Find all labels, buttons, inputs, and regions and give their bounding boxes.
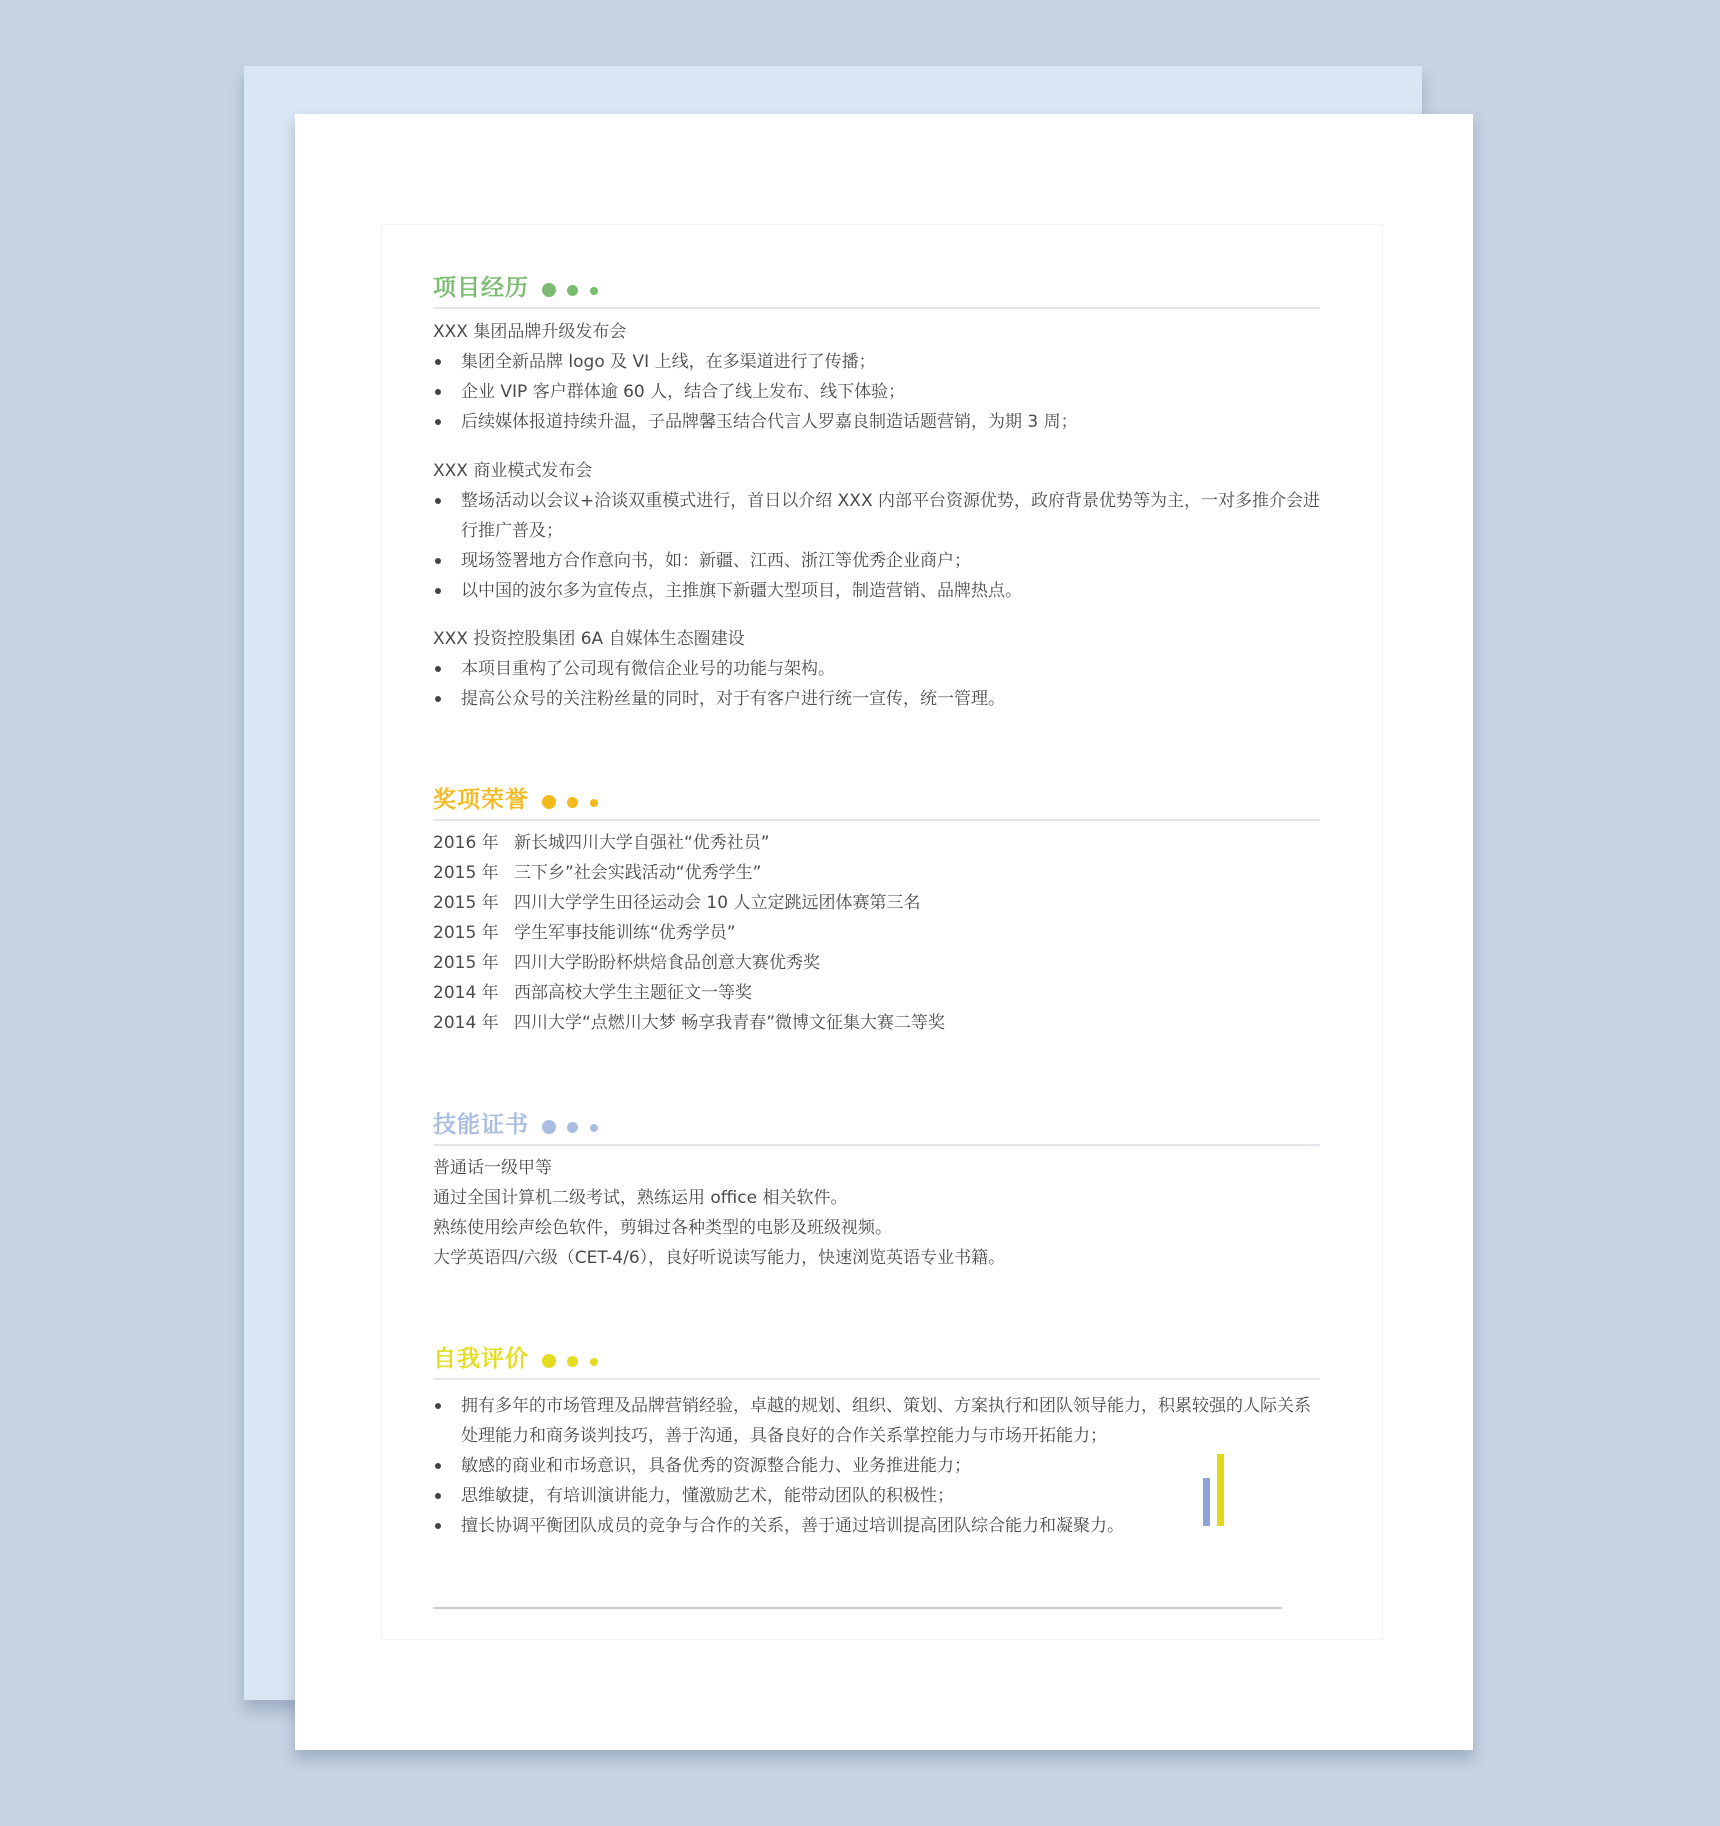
list-item xyxy=(433,576,1320,606)
award-year: 2015 年 xyxy=(433,863,499,883)
list-item xyxy=(433,1391,1320,1451)
list-item xyxy=(433,1451,1320,1481)
section-title-self: 自我评价 xyxy=(433,1346,529,1372)
list-item xyxy=(433,546,1320,576)
dot-icon xyxy=(542,283,556,297)
award-year: 2015 年 xyxy=(433,953,499,973)
bullet-icon xyxy=(435,419,441,425)
project-group-2 xyxy=(433,456,1320,606)
award-text: 学生军事技能训练“优秀学员” xyxy=(514,923,736,943)
bullet-icon xyxy=(435,389,441,395)
award-row xyxy=(433,978,1320,1008)
list-item-text: 现场签署地方合作意向书，如：新疆、江西、浙江等优秀企业商户； xyxy=(461,551,971,571)
list-item-text: 整场活动以会议+洽谈双重模式进行，首日以介绍 XXX 内部平台资源优势，政府背景优势等为主，一对多推介会进行推广普及； xyxy=(461,491,1320,541)
list-item-text: 企业 VIP 客户群体逾 60 人，结合了线上发布、线下体验； xyxy=(461,382,906,402)
bullet-icon xyxy=(435,558,441,564)
dot-icon xyxy=(567,1122,578,1133)
dot-icon xyxy=(590,799,598,807)
self-section-header xyxy=(433,1332,1320,1380)
list-item xyxy=(433,1511,1320,1541)
award-row xyxy=(433,1008,1320,1038)
project-group-1 xyxy=(433,317,1320,437)
dot-icon xyxy=(567,285,578,296)
bullet-icon xyxy=(435,359,441,365)
bullet-icon xyxy=(435,588,441,594)
list-item-text: 拥有多年的市场管理及品牌营销经验，卓越的规划、组织、策划、方案执行和团队领导能力，积累较强的人际关系处理能力和商务谈判技巧，善于沟通，具备良好的合作关系掌控能力与市场开拓能力； xyxy=(461,1396,1311,1446)
award-text: 四川大学“点燃川大梦 畅享我青春”微博文征集大赛二等奖 xyxy=(514,1013,946,1033)
award-row xyxy=(433,918,1320,948)
list-item-text: 本项目重构了公司现有微信企业号的功能与架构。 xyxy=(461,659,835,679)
award-text: 新长城四川大学自强社“优秀社员” xyxy=(514,833,770,853)
footer-divider xyxy=(433,1607,1282,1609)
list-item xyxy=(433,684,1320,714)
bullet-icon xyxy=(435,498,441,504)
project-name: XXX 投资控股集团 6A 自媒体生态圈建设 xyxy=(433,629,745,649)
award-row xyxy=(433,858,1320,888)
skill-line: 熟练使用绘声绘色软件，剪辑过各种类型的电影及班级视频。 xyxy=(433,1218,892,1238)
project-name: XXX 商业模式发布会 xyxy=(433,461,593,481)
section-title-awards: 奖项荣誉 xyxy=(433,787,529,813)
bullet-icon xyxy=(435,1463,441,1469)
list-item xyxy=(433,407,1320,437)
dot-icon xyxy=(567,797,578,808)
self-evaluation-list xyxy=(433,1391,1320,1541)
list-item-text: 思维敏捷，有培训演讲能力，懂激励艺术，能带动团队的积极性； xyxy=(461,1486,954,1506)
list-item xyxy=(433,347,1320,377)
list-item xyxy=(433,1481,1320,1511)
dot-icon xyxy=(590,1358,598,1366)
dot-icon xyxy=(542,1354,556,1368)
list-item xyxy=(433,377,1320,407)
awards-section-header xyxy=(433,773,1320,821)
skill-line: 通过全国计算机二级考试，熟练运用 office 相关软件。 xyxy=(433,1188,848,1208)
list-item-text: 敏感的商业和市场意识，具备优秀的资源整合能力、业务推进能力； xyxy=(461,1456,971,1476)
dot-icon xyxy=(542,795,556,809)
list-item xyxy=(433,486,1320,546)
bullet-icon xyxy=(435,666,441,672)
bullet-icon xyxy=(435,1523,441,1529)
award-text: 西部高校大学生主题征文一等奖 xyxy=(514,983,752,1003)
skills-list xyxy=(433,1153,1320,1273)
decorative-bar-yellow xyxy=(1217,1454,1224,1526)
list-item-text: 集团全新品牌 logo 及 VI 上线，在多渠道进行了传播； xyxy=(461,352,876,372)
project-group-3 xyxy=(433,624,1320,714)
project-name: XXX 集团品牌升级发布会 xyxy=(433,322,627,342)
award-text: 三下乡”社会实践活动“优秀学生” xyxy=(514,863,762,883)
projects-section-header xyxy=(433,261,1320,309)
award-row xyxy=(433,828,1320,858)
skills-section-header xyxy=(433,1098,1320,1146)
skill-line: 大学英语四/六级（CET-4/6），良好听说读写能力，快速浏览英语专业书籍。 xyxy=(433,1248,1006,1268)
list-item-text: 提高公众号的关注粉丝量的同时，对于有客户进行统一宣传，统一管理。 xyxy=(461,689,1005,709)
decorative-bar-blue xyxy=(1203,1478,1210,1526)
list-item xyxy=(433,654,1320,684)
award-year: 2014 年 xyxy=(433,1013,499,1033)
dot-icon xyxy=(542,1120,556,1134)
award-row xyxy=(433,888,1320,918)
bullet-icon xyxy=(435,1493,441,1499)
list-item-text: 后续媒体报道持续升温，子品牌馨玉结合代言人罗嘉良制造话题营销，为期 3 周； xyxy=(461,412,1078,432)
award-year: 2015 年 xyxy=(433,923,499,943)
awards-list xyxy=(433,828,1320,1038)
content-frame xyxy=(381,224,1383,1640)
section-title-skills: 技能证书 xyxy=(433,1112,529,1138)
award-text: 四川大学学生田径运动会 10 人立定跳远团体赛第三名 xyxy=(514,893,921,913)
list-item-text: 擅长协调平衡团队成员的竞争与合作的关系，善于通过培训提高团队综合能力和凝聚力。 xyxy=(461,1516,1124,1536)
bullet-icon xyxy=(435,696,441,702)
award-text: 四川大学盼盼杯烘焙食品创意大赛优秀奖 xyxy=(514,953,820,973)
resume-page xyxy=(295,114,1473,1750)
section-title-projects: 项目经历 xyxy=(433,275,529,301)
list-item-text: 以中国的波尔多为宣传点，主推旗下新疆大型项目，制造营销、品牌热点。 xyxy=(461,581,1022,601)
award-year: 2014 年 xyxy=(433,983,499,1003)
dot-icon xyxy=(590,1124,598,1132)
award-year: 2015 年 xyxy=(433,893,499,913)
skill-line: 普通话一级甲等 xyxy=(433,1158,552,1178)
award-year: 2016 年 xyxy=(433,833,499,853)
bullet-icon xyxy=(435,1403,441,1409)
award-row xyxy=(433,948,1320,978)
dot-icon xyxy=(590,287,598,295)
dot-icon xyxy=(567,1356,578,1367)
